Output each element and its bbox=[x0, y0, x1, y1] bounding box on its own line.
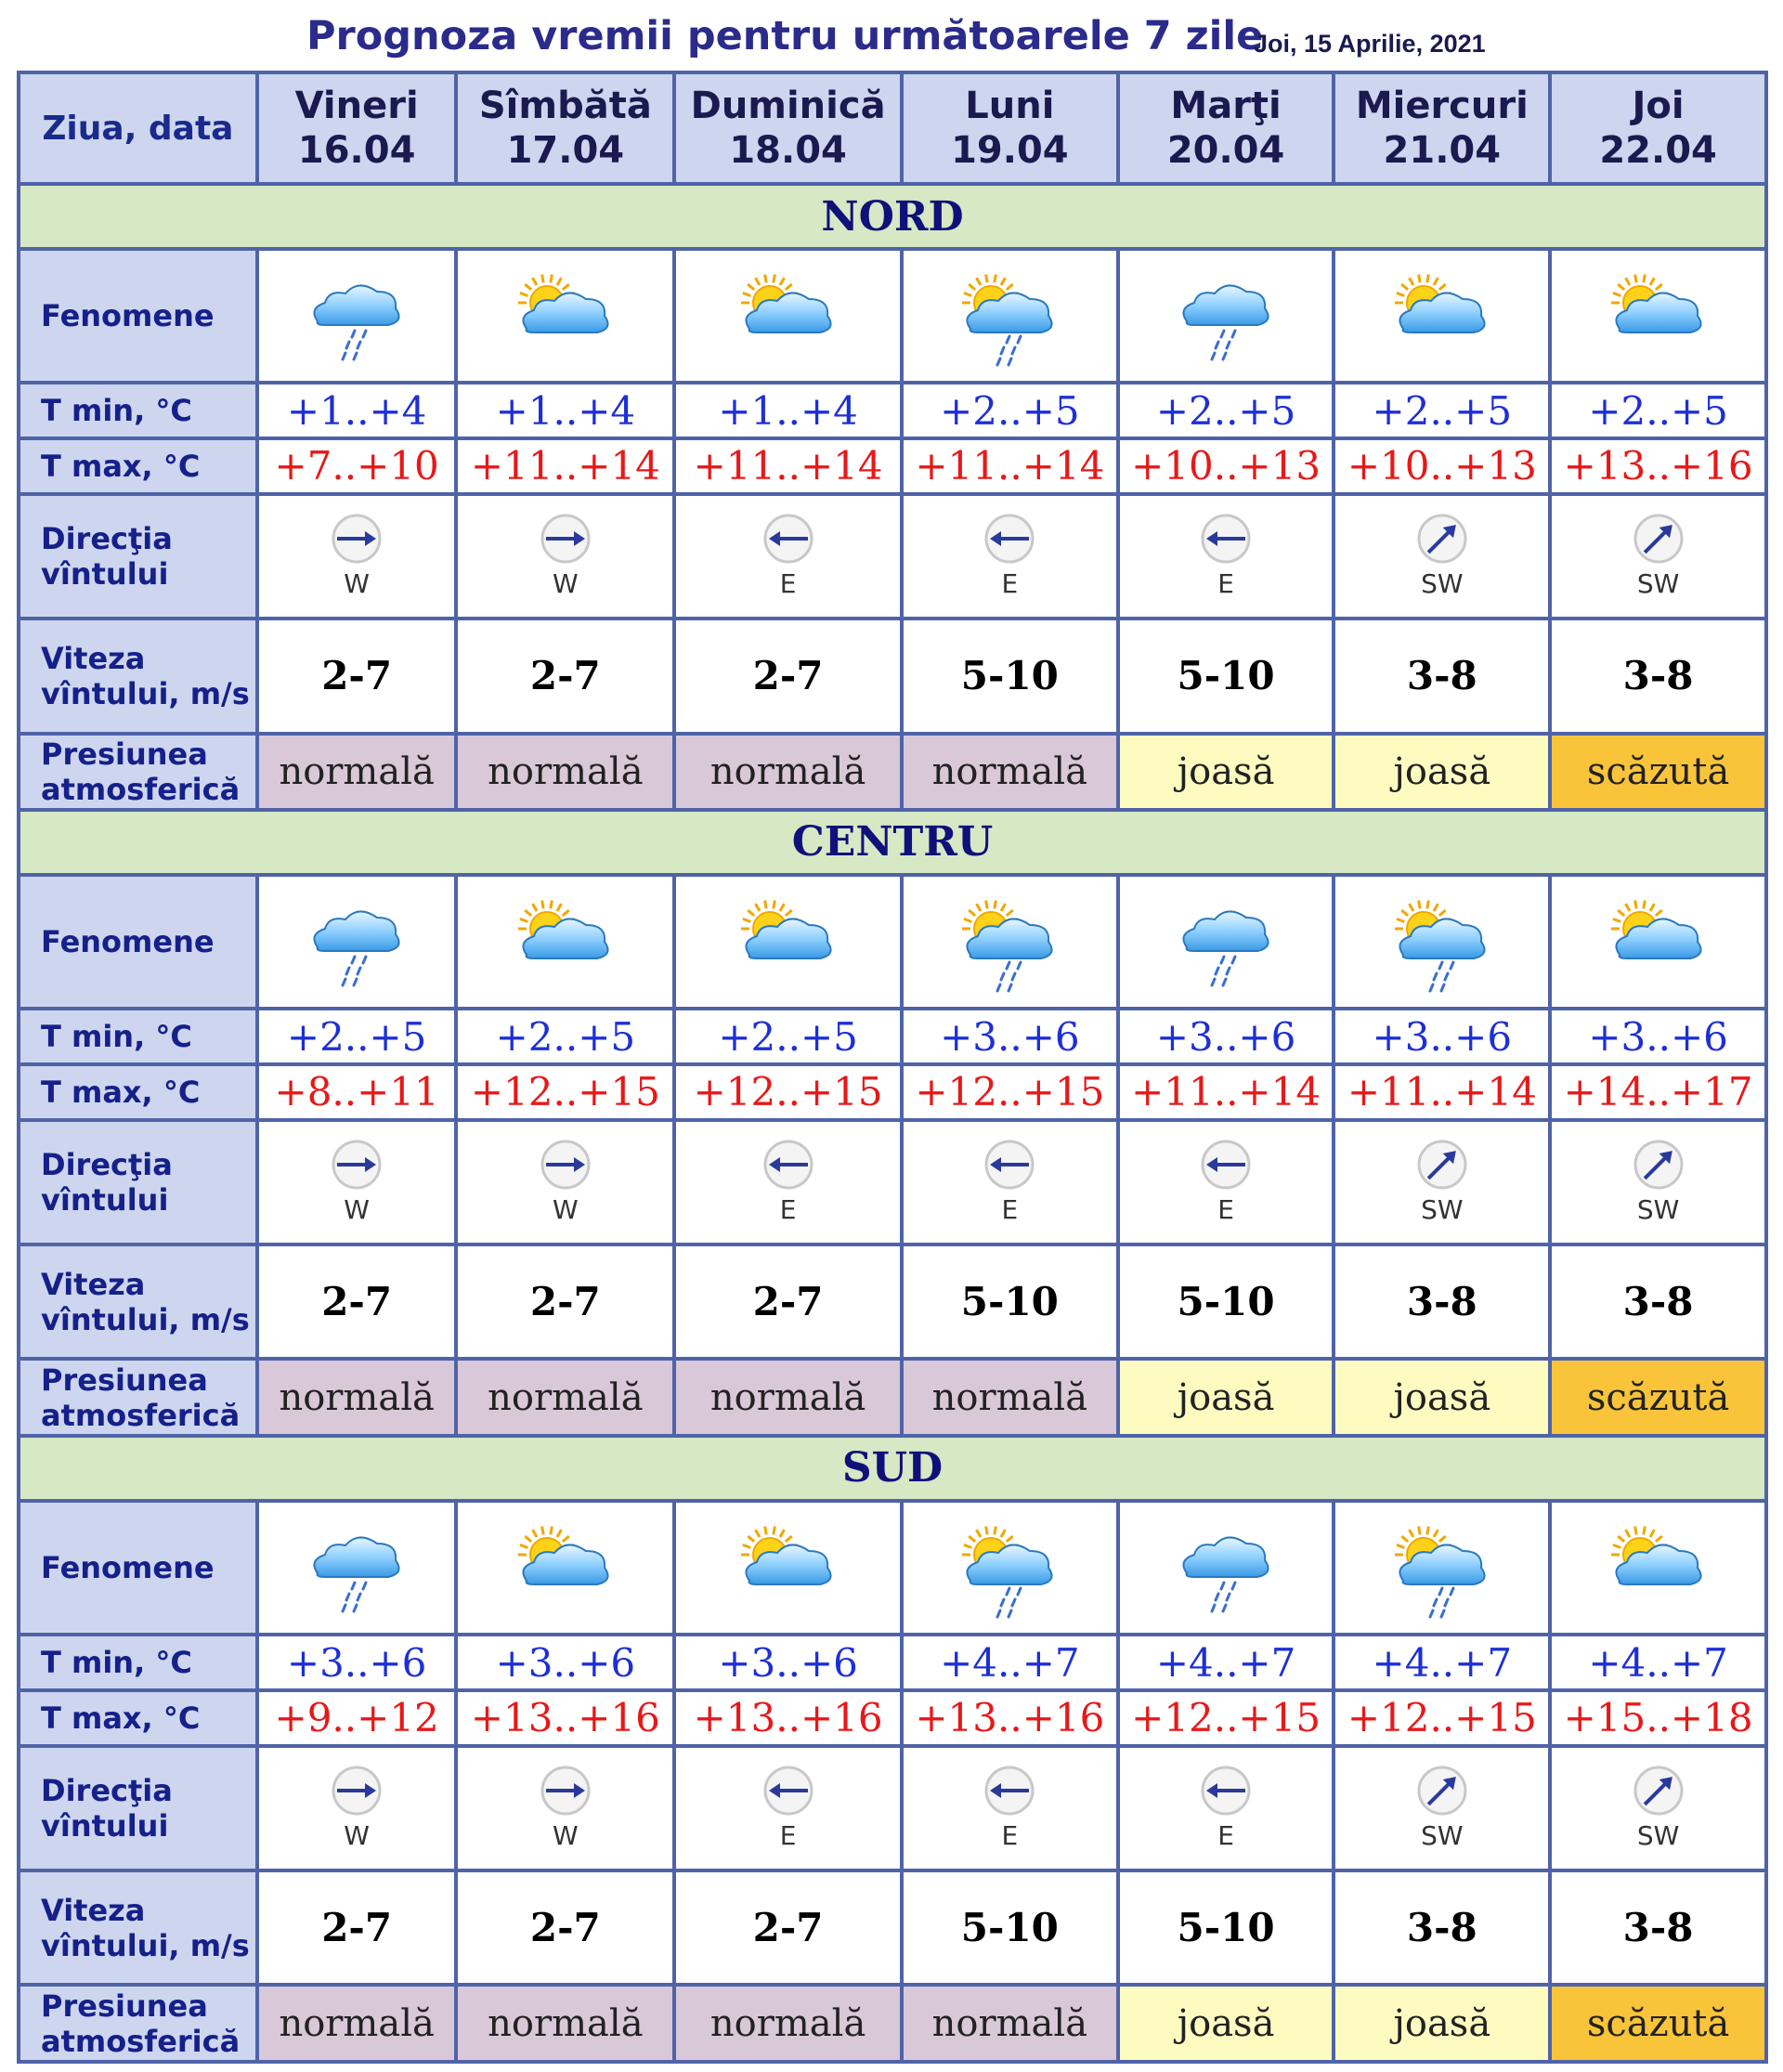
tmax-row bbox=[20, 440, 1764, 492]
wind-compass-icon bbox=[458, 513, 672, 599]
day-header bbox=[1552, 74, 1764, 182]
pressure-value: scăzută bbox=[1552, 1987, 1764, 2060]
tmax-value: +11..+14 bbox=[458, 440, 672, 492]
wind-speed-value: 2-7 bbox=[676, 620, 900, 732]
wind-direction-row bbox=[20, 496, 1764, 617]
wind-compass-icon bbox=[1120, 513, 1333, 599]
row-label: Fenomene bbox=[20, 251, 255, 381]
tmax-value: +11..+14 bbox=[1335, 1066, 1548, 1118]
wind-direction-label: E bbox=[1217, 1820, 1234, 1852]
day-header bbox=[676, 74, 900, 182]
wind-direction-label: E bbox=[1001, 568, 1019, 600]
tmax-value: +12..+15 bbox=[676, 1066, 900, 1118]
phenomena-row bbox=[20, 1503, 1764, 1633]
wind-direction-label: W bbox=[344, 1820, 370, 1852]
day-name: Duminică bbox=[690, 85, 886, 127]
region-title: CENTRU bbox=[20, 812, 1764, 873]
wind-direction-cell bbox=[676, 1748, 900, 1869]
wind-speed-value: 5-10 bbox=[1120, 620, 1333, 732]
wind-speed-value: 2-7 bbox=[458, 1246, 672, 1358]
day-name: Vineri bbox=[294, 85, 419, 127]
row-label: T max, °C bbox=[20, 1692, 255, 1744]
wind-direction-label: SW bbox=[1421, 1820, 1464, 1852]
wind-direction-cell bbox=[458, 1122, 672, 1243]
cloud-rain-icon bbox=[1120, 877, 1333, 1007]
pressure-value: normală bbox=[458, 736, 672, 808]
day-name: Joi bbox=[1632, 85, 1685, 127]
row-label: Fenomene bbox=[20, 877, 255, 1007]
forecast-issue-date: Joi, 15 Aprilie, 2021 bbox=[1254, 30, 1486, 58]
tmin-value: +2..+5 bbox=[904, 384, 1116, 437]
row-label: Presiunea atmosferică bbox=[20, 1361, 255, 1433]
wind-speed-value: 5-10 bbox=[904, 1246, 1116, 1358]
day-header bbox=[458, 74, 672, 182]
pressure-row bbox=[20, 736, 1764, 808]
pressure-value: joasă bbox=[1335, 736, 1548, 808]
pressure-value: normală bbox=[904, 736, 1116, 808]
wind-compass-icon bbox=[676, 1765, 900, 1851]
tmin-row bbox=[20, 384, 1764, 437]
tmin-value: +3..+6 bbox=[1120, 1010, 1333, 1062]
wind-direction-cell bbox=[1120, 1122, 1333, 1243]
wind-direction-label: E bbox=[1217, 1194, 1234, 1226]
sun-cloud-icon bbox=[1552, 1503, 1764, 1633]
day-date: 21.04 bbox=[1383, 129, 1502, 172]
wind-direction-label: SW bbox=[1421, 1194, 1464, 1226]
wind-speed-value: 2-7 bbox=[259, 1246, 455, 1358]
tmax-value: +13..+16 bbox=[1552, 440, 1764, 492]
wind-direction-row bbox=[20, 1122, 1764, 1243]
day-date: 22.04 bbox=[1599, 129, 1717, 172]
tmin-value: +3..+6 bbox=[1552, 1010, 1764, 1062]
wind-speed-value: 5-10 bbox=[904, 620, 1116, 732]
wind-direction-cell bbox=[1335, 1122, 1548, 1243]
sun-cloud-icon bbox=[676, 877, 900, 1007]
sun-cloud-icon bbox=[458, 1503, 672, 1633]
wind-compass-icon bbox=[676, 513, 900, 599]
pressure-value: normală bbox=[259, 1361, 455, 1433]
wind-direction-row bbox=[20, 1748, 1764, 1869]
wind-compass-icon bbox=[904, 1765, 1116, 1851]
tmin-value: +2..+5 bbox=[259, 1010, 455, 1062]
day-date: 19.04 bbox=[951, 129, 1069, 172]
wind-speed-row bbox=[20, 620, 1764, 732]
wind-direction-label: W bbox=[344, 568, 370, 600]
pressure-value: normală bbox=[259, 736, 455, 808]
sun-cloud-icon bbox=[1552, 877, 1764, 1007]
region-title: NORD bbox=[20, 186, 1764, 247]
tmin-value: +2..+5 bbox=[1120, 384, 1333, 437]
pressure-row bbox=[20, 1987, 1764, 2060]
tmax-value: +12..+15 bbox=[1120, 1692, 1333, 1744]
tmax-value: +13..+16 bbox=[458, 1692, 672, 1744]
wind-direction-cell bbox=[904, 1748, 1116, 1869]
tmax-row bbox=[20, 1066, 1764, 1118]
wind-direction-label: E bbox=[779, 1194, 797, 1226]
wind-speed-value: 3-8 bbox=[1335, 620, 1548, 732]
pressure-value: scăzută bbox=[1552, 1361, 1764, 1433]
wind-compass-icon bbox=[259, 513, 455, 599]
sun-cloud-icon bbox=[458, 251, 672, 381]
pressure-value: scăzută bbox=[1552, 736, 1764, 808]
wind-speed-value: 2-7 bbox=[458, 620, 672, 732]
header-row bbox=[20, 74, 1764, 182]
sun-cloud-rain-icon bbox=[904, 877, 1116, 1007]
tmin-value: +3..+6 bbox=[676, 1636, 900, 1688]
row-label: Direcţia vîntului bbox=[20, 1122, 255, 1243]
wind-direction-cell bbox=[259, 1122, 455, 1243]
tmin-value: +3..+6 bbox=[259, 1636, 455, 1688]
wind-direction-cell bbox=[458, 1748, 672, 1869]
wind-direction-label: E bbox=[1001, 1820, 1019, 1852]
pressure-value: normală bbox=[458, 1987, 672, 2060]
tmin-value: +3..+6 bbox=[904, 1010, 1116, 1062]
header-label: Ziua, data bbox=[20, 74, 255, 182]
day-date: 16.04 bbox=[297, 129, 416, 172]
wind-direction-cell bbox=[904, 496, 1116, 617]
sun-cloud-icon bbox=[1552, 251, 1764, 381]
day-name: Marţi bbox=[1170, 85, 1282, 127]
pressure-value: joasă bbox=[1335, 1361, 1548, 1433]
tmin-value: +1..+4 bbox=[458, 384, 672, 437]
pressure-value: normală bbox=[676, 1987, 900, 2060]
day-date: 17.04 bbox=[506, 129, 625, 172]
tmax-value: +14..+17 bbox=[1552, 1066, 1764, 1118]
day-header bbox=[1120, 74, 1333, 182]
tmax-row bbox=[20, 1692, 1764, 1744]
day-date: 18.04 bbox=[729, 129, 847, 172]
wind-direction-cell bbox=[1335, 496, 1548, 617]
day-name: Luni bbox=[965, 85, 1055, 127]
row-label: Viteza vîntului, m/s bbox=[20, 620, 255, 732]
wind-compass-icon bbox=[1552, 1765, 1764, 1851]
tmin-value: +2..+5 bbox=[458, 1010, 672, 1062]
tmin-row bbox=[20, 1010, 1764, 1062]
wind-speed-value: 3-8 bbox=[1552, 1872, 1764, 1984]
row-label: T min, °C bbox=[20, 1010, 255, 1062]
wind-compass-icon bbox=[904, 513, 1116, 599]
row-label: Fenomene bbox=[20, 1503, 255, 1633]
tmin-value: +1..+4 bbox=[259, 384, 455, 437]
wind-compass-icon bbox=[1120, 1139, 1333, 1225]
pressure-row bbox=[20, 1361, 1764, 1433]
row-label: Viteza vîntului, m/s bbox=[20, 1246, 255, 1358]
wind-direction-cell bbox=[1552, 1122, 1764, 1243]
wind-direction-cell bbox=[1552, 1748, 1764, 1869]
wind-direction-label: E bbox=[779, 568, 797, 600]
page-title: Prognoza vremii pentru următoarele 7 zile bbox=[306, 13, 1264, 59]
pressure-value: normală bbox=[676, 736, 900, 808]
row-label: T min, °C bbox=[20, 384, 255, 437]
tmin-value: +1..+4 bbox=[676, 384, 900, 437]
forecast-table bbox=[17, 71, 1768, 2064]
region-row bbox=[20, 186, 1764, 247]
wind-speed-value: 3-8 bbox=[1335, 1246, 1548, 1358]
wind-compass-icon bbox=[1552, 1139, 1764, 1225]
tmax-value: +10..+13 bbox=[1335, 440, 1548, 492]
wind-direction-cell bbox=[1120, 1748, 1333, 1869]
tmin-value: +3..+6 bbox=[458, 1636, 672, 1688]
wind-compass-icon bbox=[458, 1765, 672, 1851]
cloud-rain-icon bbox=[1120, 1503, 1333, 1633]
wind-speed-value: 5-10 bbox=[1120, 1872, 1333, 1984]
wind-speed-value: 3-8 bbox=[1552, 1246, 1764, 1358]
tmin-row bbox=[20, 1636, 1764, 1688]
wind-direction-label: W bbox=[553, 1820, 579, 1852]
wind-compass-icon bbox=[1335, 513, 1548, 599]
wind-speed-value: 3-8 bbox=[1552, 620, 1764, 732]
row-label: Presiunea atmosferică bbox=[20, 1987, 255, 2060]
wind-speed-value: 5-10 bbox=[904, 1872, 1116, 1984]
wind-compass-icon bbox=[259, 1765, 455, 1851]
wind-compass-icon bbox=[458, 1139, 672, 1225]
day-name: Sîmbătă bbox=[478, 85, 652, 127]
tmax-value: +10..+13 bbox=[1120, 440, 1333, 492]
day-header bbox=[259, 74, 455, 182]
wind-compass-icon bbox=[676, 1139, 900, 1225]
sun-cloud-icon bbox=[458, 877, 672, 1007]
wind-direction-cell bbox=[904, 1122, 1116, 1243]
wind-compass-icon bbox=[904, 1139, 1116, 1225]
tmax-value: +11..+14 bbox=[1120, 1066, 1333, 1118]
tmax-value: +15..+18 bbox=[1552, 1692, 1764, 1744]
wind-direction-cell bbox=[1552, 496, 1764, 617]
wind-direction-label: SW bbox=[1636, 1194, 1680, 1226]
tmin-value: +4..+7 bbox=[1120, 1636, 1333, 1688]
wind-direction-label: W bbox=[553, 568, 579, 600]
wind-speed-value: 2-7 bbox=[676, 1872, 900, 1984]
row-label: Direcţia vîntului bbox=[20, 1748, 255, 1869]
wind-speed-row bbox=[20, 1246, 1764, 1358]
wind-direction-label: SW bbox=[1421, 568, 1464, 600]
phenomena-row bbox=[20, 251, 1764, 381]
cloud-rain-icon bbox=[259, 1503, 455, 1633]
sun-cloud-rain-icon bbox=[904, 1503, 1116, 1633]
pressure-value: joasă bbox=[1335, 1987, 1548, 2060]
wind-direction-label: W bbox=[344, 1194, 370, 1226]
pressure-value: normală bbox=[904, 1361, 1116, 1433]
day-date: 20.04 bbox=[1166, 129, 1285, 172]
row-label: T max, °C bbox=[20, 440, 255, 492]
wind-direction-label: E bbox=[1001, 1194, 1019, 1226]
wind-compass-icon bbox=[259, 1139, 455, 1225]
tmax-value: +13..+16 bbox=[676, 1692, 900, 1744]
day-header bbox=[904, 74, 1116, 182]
tmin-value: +4..+7 bbox=[904, 1636, 1116, 1688]
tmin-value: +4..+7 bbox=[1335, 1636, 1548, 1688]
wind-direction-label: SW bbox=[1636, 1820, 1680, 1852]
wind-direction-cell bbox=[259, 1748, 455, 1869]
sun-cloud-icon bbox=[676, 1503, 900, 1633]
region-row bbox=[20, 1438, 1764, 1499]
tmax-value: +13..+16 bbox=[904, 1692, 1116, 1744]
cloud-rain-icon bbox=[259, 251, 455, 381]
wind-direction-label: E bbox=[1217, 568, 1234, 600]
pressure-value: joasă bbox=[1120, 736, 1333, 808]
cloud-rain-icon bbox=[259, 877, 455, 1007]
wind-compass-icon bbox=[1120, 1765, 1333, 1851]
tmin-value: +2..+5 bbox=[1335, 384, 1548, 437]
sun-cloud-rain-icon bbox=[1335, 1503, 1548, 1633]
wind-direction-label: SW bbox=[1636, 568, 1680, 600]
row-label: Viteza vîntului, m/s bbox=[20, 1872, 255, 1984]
day-header bbox=[1335, 74, 1548, 182]
sun-cloud-rain-icon bbox=[1335, 877, 1548, 1007]
tmin-value: +2..+5 bbox=[1552, 384, 1764, 437]
tmax-value: +11..+14 bbox=[676, 440, 900, 492]
cloud-rain-icon bbox=[1120, 251, 1333, 381]
day-name: Miercuri bbox=[1355, 85, 1529, 127]
sun-cloud-icon bbox=[1335, 251, 1548, 381]
region-title: SUD bbox=[20, 1438, 1764, 1499]
row-label: T max, °C bbox=[20, 1066, 255, 1118]
pressure-value: normală bbox=[259, 1987, 455, 2060]
row-label: T min, °C bbox=[20, 1636, 255, 1688]
tmax-value: +8..+11 bbox=[259, 1066, 455, 1118]
wind-direction-cell bbox=[259, 496, 455, 617]
region-row bbox=[20, 812, 1764, 873]
row-label: Presiunea atmosferică bbox=[20, 736, 255, 808]
wind-compass-icon bbox=[1335, 1765, 1548, 1851]
wind-speed-row bbox=[20, 1872, 1764, 1984]
tmin-value: +4..+7 bbox=[1552, 1636, 1764, 1688]
pressure-value: normală bbox=[458, 1361, 672, 1433]
phenomena-row bbox=[20, 877, 1764, 1007]
pressure-value: joasă bbox=[1120, 1987, 1333, 2060]
pressure-value: normală bbox=[676, 1361, 900, 1433]
sun-cloud-rain-icon bbox=[904, 251, 1116, 381]
sun-cloud-icon bbox=[676, 251, 900, 381]
wind-direction-label: E bbox=[779, 1820, 797, 1852]
tmin-value: +2..+5 bbox=[676, 1010, 900, 1062]
pressure-value: normală bbox=[904, 1987, 1116, 2060]
tmax-value: +7..+10 bbox=[259, 440, 455, 492]
wind-direction-label: W bbox=[553, 1194, 579, 1226]
wind-compass-icon bbox=[1335, 1139, 1548, 1225]
wind-direction-cell bbox=[676, 1122, 900, 1243]
wind-direction-cell bbox=[1335, 1748, 1548, 1869]
pressure-value: joasă bbox=[1120, 1361, 1333, 1433]
tmin-value: +3..+6 bbox=[1335, 1010, 1548, 1062]
wind-compass-icon bbox=[1552, 513, 1764, 599]
tmax-value: +12..+15 bbox=[1335, 1692, 1548, 1744]
tmax-value: +12..+15 bbox=[904, 1066, 1116, 1118]
wind-speed-value: 2-7 bbox=[259, 620, 455, 732]
wind-direction-cell bbox=[676, 496, 900, 617]
wind-speed-value: 2-7 bbox=[259, 1872, 455, 1984]
wind-direction-cell bbox=[1120, 496, 1333, 617]
wind-speed-value: 2-7 bbox=[458, 1872, 672, 1984]
wind-speed-value: 2-7 bbox=[676, 1246, 900, 1358]
tmax-value: +12..+15 bbox=[458, 1066, 672, 1118]
tmax-value: +9..+12 bbox=[259, 1692, 455, 1744]
row-label: Direcţia vîntului bbox=[20, 496, 255, 617]
wind-direction-cell bbox=[458, 496, 672, 617]
tmax-value: +11..+14 bbox=[904, 440, 1116, 492]
wind-speed-value: 3-8 bbox=[1335, 1872, 1548, 1984]
wind-speed-value: 5-10 bbox=[1120, 1246, 1333, 1358]
